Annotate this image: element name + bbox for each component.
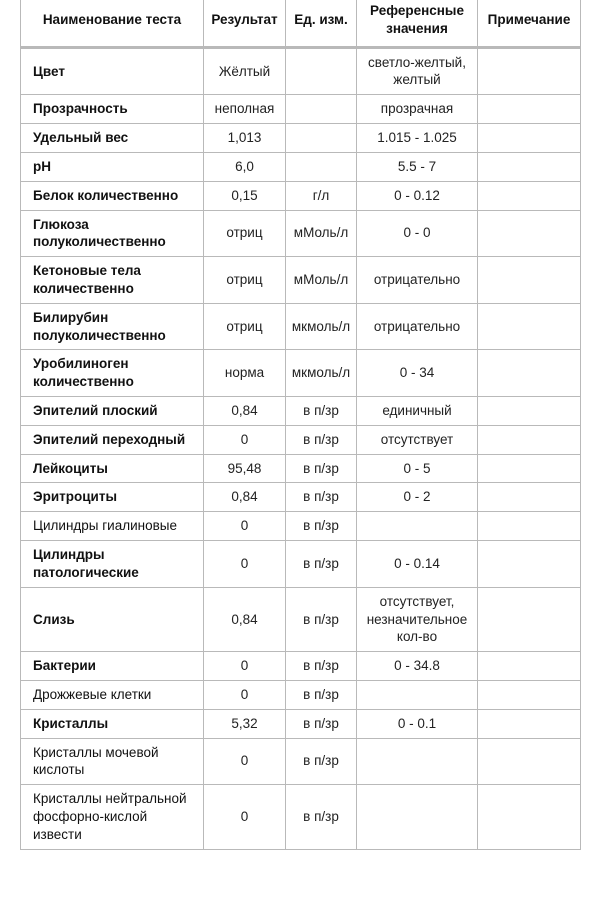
cell-test-name: Белок количественно <box>21 181 204 210</box>
cell-note <box>478 152 581 181</box>
table-row <box>21 210 581 257</box>
cell-note <box>478 350 581 397</box>
cell-result: 1,013 <box>204 124 286 153</box>
cell-reference <box>357 738 478 785</box>
table-row <box>21 512 581 541</box>
table-row <box>21 124 581 153</box>
table-row <box>21 652 581 681</box>
cell-unit: в п/зр <box>286 738 357 785</box>
cell-note <box>478 95 581 124</box>
urinalysis-results-table <box>20 0 581 850</box>
cell-note <box>478 483 581 512</box>
table-row <box>21 483 581 512</box>
table-body <box>21 47 581 849</box>
cell-result: отриц <box>204 210 286 257</box>
cell-unit: г/л <box>286 181 357 210</box>
cell-result: 0 <box>204 738 286 785</box>
table-row <box>21 425 581 454</box>
column-header-unit: Ед. изм. <box>286 0 357 47</box>
cell-result: 0 <box>204 512 286 541</box>
cell-result: 0,15 <box>204 181 286 210</box>
table-row <box>21 454 581 483</box>
column-header-result: Результат <box>204 0 286 47</box>
cell-reference: отсутствует, незначительное кол-во <box>357 587 478 651</box>
cell-test-name: Кристаллы нейтральной фосфорно-кислой извести <box>21 785 204 849</box>
cell-test-name: Глюкоза полуколичественно <box>21 210 204 257</box>
column-header-name: Наименование теста <box>21 0 204 47</box>
cell-unit <box>286 152 357 181</box>
cell-reference: отсутствует <box>357 425 478 454</box>
table-row <box>21 709 581 738</box>
cell-result: 0 <box>204 652 286 681</box>
table-row <box>21 257 581 304</box>
cell-note <box>478 652 581 681</box>
cell-unit: мкмоль/л <box>286 350 357 397</box>
cell-note <box>478 257 581 304</box>
cell-unit <box>286 124 357 153</box>
cell-result: 0 <box>204 680 286 709</box>
cell-unit: мМоль/л <box>286 257 357 304</box>
cell-result: Жёлтый <box>204 47 286 95</box>
table-row <box>21 541 581 588</box>
cell-reference: 0 - 5 <box>357 454 478 483</box>
cell-result: 6,0 <box>204 152 286 181</box>
cell-result: 0,84 <box>204 587 286 651</box>
cell-reference <box>357 512 478 541</box>
cell-reference: светло-желтый, желтый <box>357 47 478 95</box>
cell-reference: отрицательно <box>357 303 478 350</box>
cell-result: 0 <box>204 541 286 588</box>
table-row <box>21 587 581 651</box>
cell-note <box>478 425 581 454</box>
cell-test-name: Уробилиноген количественно <box>21 350 204 397</box>
table-header <box>21 0 581 47</box>
cell-result: 0 <box>204 425 286 454</box>
table-row <box>21 303 581 350</box>
cell-reference: единичный <box>357 397 478 426</box>
cell-reference: 0 - 0.1 <box>357 709 478 738</box>
cell-reference: отрицательно <box>357 257 478 304</box>
table-header-row <box>21 0 581 47</box>
cell-note <box>478 181 581 210</box>
table-row <box>21 181 581 210</box>
cell-note <box>478 47 581 95</box>
cell-note <box>478 785 581 849</box>
cell-unit: в п/зр <box>286 785 357 849</box>
cell-note <box>478 512 581 541</box>
cell-test-name: Кристаллы <box>21 709 204 738</box>
cell-reference: 1.015 - 1.025 <box>357 124 478 153</box>
cell-test-name: pH <box>21 152 204 181</box>
cell-unit: в п/зр <box>286 483 357 512</box>
cell-test-name: Удельный вес <box>21 124 204 153</box>
cell-unit: в п/зр <box>286 680 357 709</box>
table-row <box>21 738 581 785</box>
cell-unit: в п/зр <box>286 512 357 541</box>
cell-unit: в п/зр <box>286 454 357 483</box>
cell-result: 0 <box>204 785 286 849</box>
cell-unit <box>286 47 357 95</box>
cell-note <box>478 397 581 426</box>
cell-reference: 5.5 - 7 <box>357 152 478 181</box>
cell-unit: в п/зр <box>286 397 357 426</box>
table-row <box>21 47 581 95</box>
cell-unit <box>286 95 357 124</box>
cell-result: неполная <box>204 95 286 124</box>
cell-test-name: Эритроциты <box>21 483 204 512</box>
table-row <box>21 95 581 124</box>
cell-reference: 0 - 0.12 <box>357 181 478 210</box>
cell-note <box>478 210 581 257</box>
cell-test-name: Дрожжевые клетки <box>21 680 204 709</box>
cell-note <box>478 454 581 483</box>
cell-reference: 0 - 0 <box>357 210 478 257</box>
cell-note <box>478 738 581 785</box>
cell-result: отриц <box>204 257 286 304</box>
cell-test-name: Цвет <box>21 47 204 95</box>
cell-test-name: Бактерии <box>21 652 204 681</box>
column-header-reference: Референсные значения <box>357 0 478 47</box>
table-row <box>21 350 581 397</box>
cell-result: 0,84 <box>204 397 286 426</box>
cell-reference: 0 - 0.14 <box>357 541 478 588</box>
cell-test-name: Эпителий плоский <box>21 397 204 426</box>
cell-reference: 0 - 2 <box>357 483 478 512</box>
cell-unit: мМоль/л <box>286 210 357 257</box>
cell-note <box>478 709 581 738</box>
cell-test-name: Слизь <box>21 587 204 651</box>
cell-note <box>478 587 581 651</box>
cell-unit: мкмоль/л <box>286 303 357 350</box>
cell-result: отриц <box>204 303 286 350</box>
table-row <box>21 397 581 426</box>
column-header-note: Примечание <box>478 0 581 47</box>
cell-unit: в п/зр <box>286 541 357 588</box>
cell-note <box>478 303 581 350</box>
cell-unit: в п/зр <box>286 652 357 681</box>
cell-test-name: Цилиндры патологические <box>21 541 204 588</box>
cell-unit: в п/зр <box>286 587 357 651</box>
cell-reference: прозрачная <box>357 95 478 124</box>
cell-result: норма <box>204 350 286 397</box>
cell-test-name: Прозрачность <box>21 95 204 124</box>
cell-result: 0,84 <box>204 483 286 512</box>
cell-note <box>478 124 581 153</box>
cell-test-name: Кетоновые тела количественно <box>21 257 204 304</box>
table-row <box>21 680 581 709</box>
table-row <box>21 785 581 849</box>
cell-test-name: Лейкоциты <box>21 454 204 483</box>
cell-unit: в п/зр <box>286 709 357 738</box>
cell-note <box>478 680 581 709</box>
cell-test-name: Цилиндры гиалиновые <box>21 512 204 541</box>
cell-result: 5,32 <box>204 709 286 738</box>
cell-note <box>478 541 581 588</box>
cell-test-name: Кристаллы мочевой кислоты <box>21 738 204 785</box>
table-row <box>21 152 581 181</box>
cell-test-name: Эпителий переходный <box>21 425 204 454</box>
cell-test-name: Билирубин полуколичественно <box>21 303 204 350</box>
cell-reference: 0 - 34.8 <box>357 652 478 681</box>
cell-unit: в п/зр <box>286 425 357 454</box>
cell-reference <box>357 680 478 709</box>
cell-reference: 0 - 34 <box>357 350 478 397</box>
cell-result: 95,48 <box>204 454 286 483</box>
cell-reference <box>357 785 478 849</box>
